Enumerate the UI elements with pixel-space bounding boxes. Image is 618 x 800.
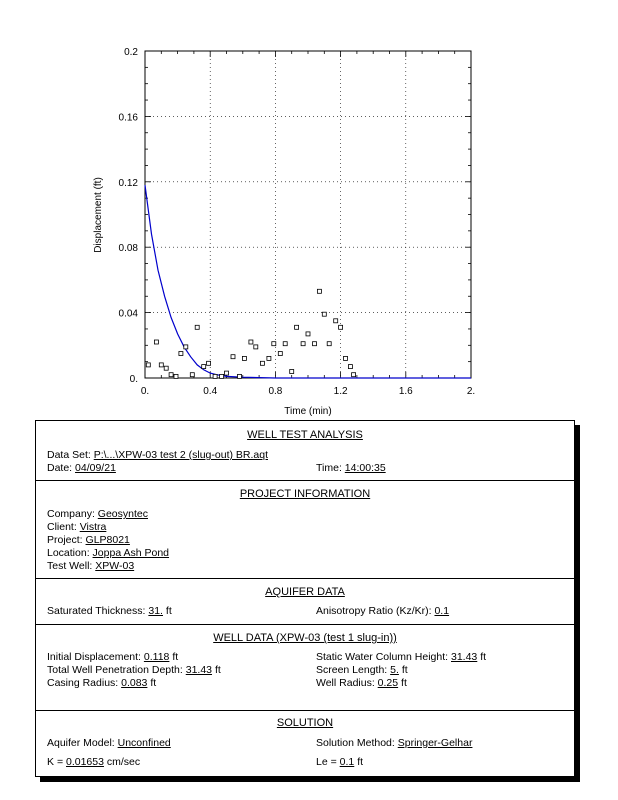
- le-value: 0.1: [339, 756, 355, 768]
- observed-point: [344, 356, 348, 360]
- observed-point: [179, 352, 183, 356]
- project-information-section: [36, 481, 574, 579]
- solution-section: [36, 711, 574, 776]
- observed-point: [202, 365, 206, 369]
- observed-point: [260, 361, 264, 365]
- section-title: SOLUTION: [276, 717, 334, 729]
- observed-point: [146, 363, 150, 367]
- well-radius-label: Well Radius:: [316, 677, 375, 689]
- well-test-analysis-section: [36, 421, 574, 481]
- location-label: Location:: [47, 547, 90, 559]
- casing-radius-value: 0.083: [121, 677, 148, 689]
- observed-point: [164, 366, 168, 370]
- k-equals: =: [56, 756, 64, 768]
- static-water-value: 31.43: [451, 651, 478, 663]
- company-line: [47, 508, 148, 520]
- penetration-depth-unit: ft: [214, 664, 221, 676]
- k-value: 0.01653: [66, 756, 104, 768]
- axis-ticks: [145, 51, 471, 378]
- x-tick-label: 0.8: [268, 386, 283, 397]
- observed-point: [207, 361, 211, 365]
- anisotropy-value: 0.1: [434, 605, 450, 617]
- test-well-label: Test Well:: [47, 560, 93, 572]
- x-tick-label: 0.4: [203, 386, 218, 397]
- observed-point: [254, 345, 258, 349]
- static-water-label: Static Water Column Height:: [316, 651, 449, 663]
- observed-point: [327, 342, 331, 346]
- y-tick-labels: [119, 47, 139, 385]
- y-tick-label: 0.04: [118, 308, 138, 320]
- x-axis-label: Time (min): [284, 406, 332, 417]
- observed-point: [174, 374, 178, 378]
- observed-point: [348, 365, 352, 369]
- test-well-line: [47, 560, 134, 572]
- location-value: Joppa Ash Pond: [92, 547, 170, 559]
- solution-method-value: Springer-Gelhar: [397, 737, 473, 749]
- static-water-unit: ft: [480, 651, 487, 663]
- observed-point: [352, 373, 356, 377]
- solution-method-line: [316, 737, 472, 749]
- penetration-depth-label: Total Well Penetration Depth:: [47, 664, 183, 676]
- observed-point: [190, 373, 194, 377]
- observed-point: [184, 345, 188, 349]
- screen-length-line: [316, 664, 408, 676]
- client-value: Vistra: [79, 521, 107, 533]
- saturated-thickness-line: [47, 605, 172, 617]
- fit-curve: [145, 185, 471, 378]
- well-radius-line: [316, 677, 407, 689]
- aquifer-model-value: Unconfined: [117, 737, 171, 749]
- observed-point: [220, 374, 224, 378]
- well-data-section: [36, 625, 574, 711]
- observed-point: [159, 363, 163, 367]
- data-set-label: Data Set:: [47, 449, 91, 461]
- report-box: [35, 420, 575, 777]
- static-water-line: [316, 651, 486, 663]
- observed-point: [242, 356, 246, 360]
- screen-length-unit: ft: [401, 664, 408, 676]
- observed-point: [317, 289, 321, 293]
- y-axis-label: Displacement (ft): [93, 177, 104, 253]
- saturated-thickness-value: 31.: [148, 605, 163, 617]
- initial-displacement-unit: ft: [172, 651, 179, 663]
- observed-point: [169, 373, 173, 377]
- test-well-value: XPW-03: [95, 560, 135, 572]
- casing-radius-label: Casing Radius:: [47, 677, 119, 689]
- observed-point: [306, 332, 310, 336]
- aquifer-model-label: Aquifer Model:: [47, 737, 115, 749]
- location-line: [47, 547, 169, 559]
- project-value: GLP8021: [85, 534, 130, 546]
- observed-point: [238, 374, 242, 378]
- y-tick-label: 0.: [129, 374, 138, 385]
- x-tick-label: 0.: [140, 386, 150, 397]
- section-title: PROJECT INFORMATION: [239, 488, 371, 500]
- date-line: [47, 462, 116, 474]
- observed-point: [278, 352, 282, 356]
- observed-point: [213, 374, 217, 378]
- observed-point: [313, 342, 317, 346]
- anisotropy-label: Anisotropy Ratio (Kz/Kr):: [316, 605, 432, 617]
- y-tick-label: 0.2: [124, 47, 138, 58]
- aquifer-data-section: [36, 579, 574, 625]
- le-label: Le =: [316, 756, 337, 768]
- solution-method-label: Solution Method:: [316, 737, 395, 749]
- x-tick-labels: [141, 386, 475, 397]
- x-tick-label: 1.2: [333, 386, 348, 397]
- well-radius-value: 0.25: [377, 677, 399, 689]
- company-value: Geosyntec: [97, 508, 148, 520]
- data-set-value: P:\...\XPW-03 test 2 (slug-out) BR.aqt: [93, 449, 268, 461]
- client-label: Client:: [47, 521, 77, 533]
- date-label: Date:: [47, 462, 73, 474]
- time-label: Time:: [316, 462, 342, 474]
- plot-frame: [145, 51, 471, 378]
- project-label: Project:: [47, 534, 83, 546]
- saturated-thickness-label: Saturated Thickness:: [47, 605, 146, 617]
- x-tick-label: 1.6: [398, 386, 413, 397]
- initial-displacement-line: [47, 651, 178, 663]
- project-line: [47, 534, 130, 546]
- saturated-thickness-unit: ft: [165, 605, 172, 617]
- client-line: [47, 521, 106, 533]
- x-tick-label: 2.: [466, 386, 476, 397]
- date-value: 04/09/21: [75, 462, 116, 474]
- screen-length-label: Screen Length:: [316, 664, 388, 676]
- observed-point: [295, 325, 299, 329]
- observed-point: [154, 340, 158, 344]
- le-line: [316, 756, 363, 768]
- observed-point: [272, 342, 276, 346]
- k-label: K: [47, 756, 55, 768]
- observed-point: [195, 325, 199, 329]
- casing-radius-unit: ft: [150, 677, 157, 689]
- observed-point: [283, 342, 287, 346]
- observed-point: [301, 342, 305, 346]
- time-value: 14:00:35: [344, 462, 386, 474]
- grid-lines: [145, 51, 471, 378]
- time-line: [316, 462, 386, 474]
- penetration-depth-line: [47, 664, 221, 676]
- observed-point: [267, 356, 271, 360]
- initial-displacement-label: Initial Displacement:: [47, 651, 141, 663]
- well-radius-unit: ft: [401, 677, 407, 689]
- le-unit: ft: [357, 756, 364, 768]
- section-title: WELL DATA (XPW-03 (test 1 slug-in)): [213, 632, 397, 644]
- data-set-line: [47, 449, 268, 461]
- initial-displacement-value: 0.118: [143, 651, 170, 663]
- observed-point: [334, 319, 338, 323]
- k-line: [47, 756, 140, 768]
- y-tick-label: 0.16: [118, 112, 138, 124]
- y-tick-label: 0.12: [118, 177, 138, 189]
- observed-point: [231, 355, 235, 359]
- penetration-depth-value: 31.43: [185, 664, 213, 676]
- observed-point: [290, 370, 294, 374]
- observed-point: [322, 312, 326, 316]
- screen-length-value: 5.: [390, 664, 399, 676]
- k-unit: cm/sec: [106, 756, 141, 768]
- anisotropy-line: [316, 605, 449, 617]
- section-title: WELL TEST ANALYSIS: [247, 429, 363, 441]
- company-label: Company:: [47, 508, 95, 520]
- section-title: AQUIFER DATA: [265, 586, 345, 598]
- observed-point: [249, 340, 253, 344]
- y-tick-label: 0.08: [118, 243, 138, 255]
- observed-point: [225, 371, 229, 375]
- casing-radius-line: [47, 677, 156, 689]
- aquifer-model-line: [47, 737, 171, 749]
- observed-point: [339, 325, 343, 329]
